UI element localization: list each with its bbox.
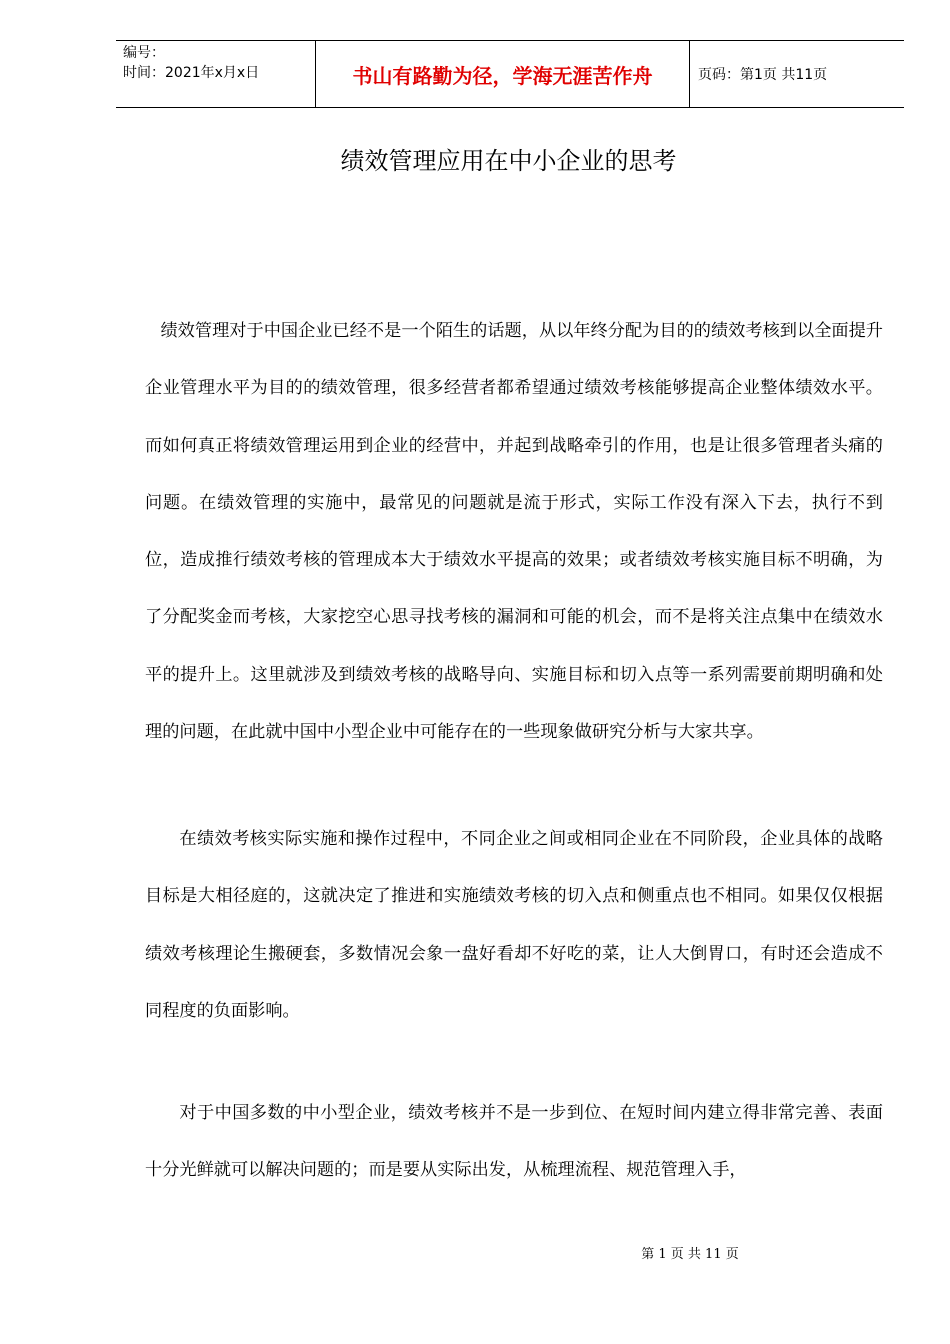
- body-paragraph: 绩效管理对于中国企业已经不是一个陌生的话题，从以年终分配为目的的绩效考核到以全面提升企业管理水平为目的的绩效管理，很多经营者都希望通过绩效考核能够提高企业整体绩效水平。而如何真正将绩效管理运用到企业的经营中，并起到战略牵引的作用，也是让很多管理者头痛的问题。在绩效管理的实施中，最常见的问题就是流于形式，实际工作没有深入下去，执行不到位，造成推行绩效考核的管理成本大于绩效水平提高的效果；或者绩效考核实施目标不明确，为了分配奖金而考核，大家挖空心思寻找考核的漏洞和可能的机会，而不是将关注点集中在绩效水平的提升上。这里就涉及到绩效考核的战略导向、实施目标和切入点等一系列需要前期明确和处理的问题，在此就中国中小型企业中可能存在的一些现象做研究分析与大家共享。: [145, 321, 883, 743]
- page-footer: 第 1 页 共 11 页: [641, 1247, 739, 1262]
- document-number-label: 编号：: [123, 45, 165, 61]
- header-meta-cell: [116, 41, 316, 107]
- body-paragraph-block: [145, 1085, 883, 1200]
- body-paragraph-block: [145, 303, 883, 761]
- body-paragraph-block: [145, 811, 883, 1040]
- header-motto: 书山有路勤为径，学海无涯苦作舟: [352, 63, 653, 88]
- document-header-table: [116, 40, 904, 108]
- body-paragraph: 对于中国多数的中小型企业，绩效考核并不是一步到位、在短时间内建立得非常完善、表面十分光鲜就可以解决问题的；而是要从实际出发，从梳理流程、规范管理入手，: [145, 1103, 883, 1181]
- document-title: 绩效管理应用在中小企业的思考: [340, 147, 677, 175]
- document-date-label: 时间：2021年x月x日: [123, 65, 260, 81]
- body-paragraph: 在绩效考核实际实施和操作过程中，不同企业之间或相同企业在不同阶段，企业具体的战略目标是大相径庭的，这就决定了推进和实施绩效考核的切入点和侧重点也不相同。如果仅仅根据绩效考核理论生搬硬套，多数情况会象一盘好看却不好吃的菜，让人大倒胃口，有时还会造成不同程度的负面影响。: [145, 829, 883, 1021]
- header-page-cell: [690, 41, 904, 107]
- header-motto-cell: [316, 41, 690, 107]
- header-page-info: 页码：第1页 共11页: [698, 67, 828, 83]
